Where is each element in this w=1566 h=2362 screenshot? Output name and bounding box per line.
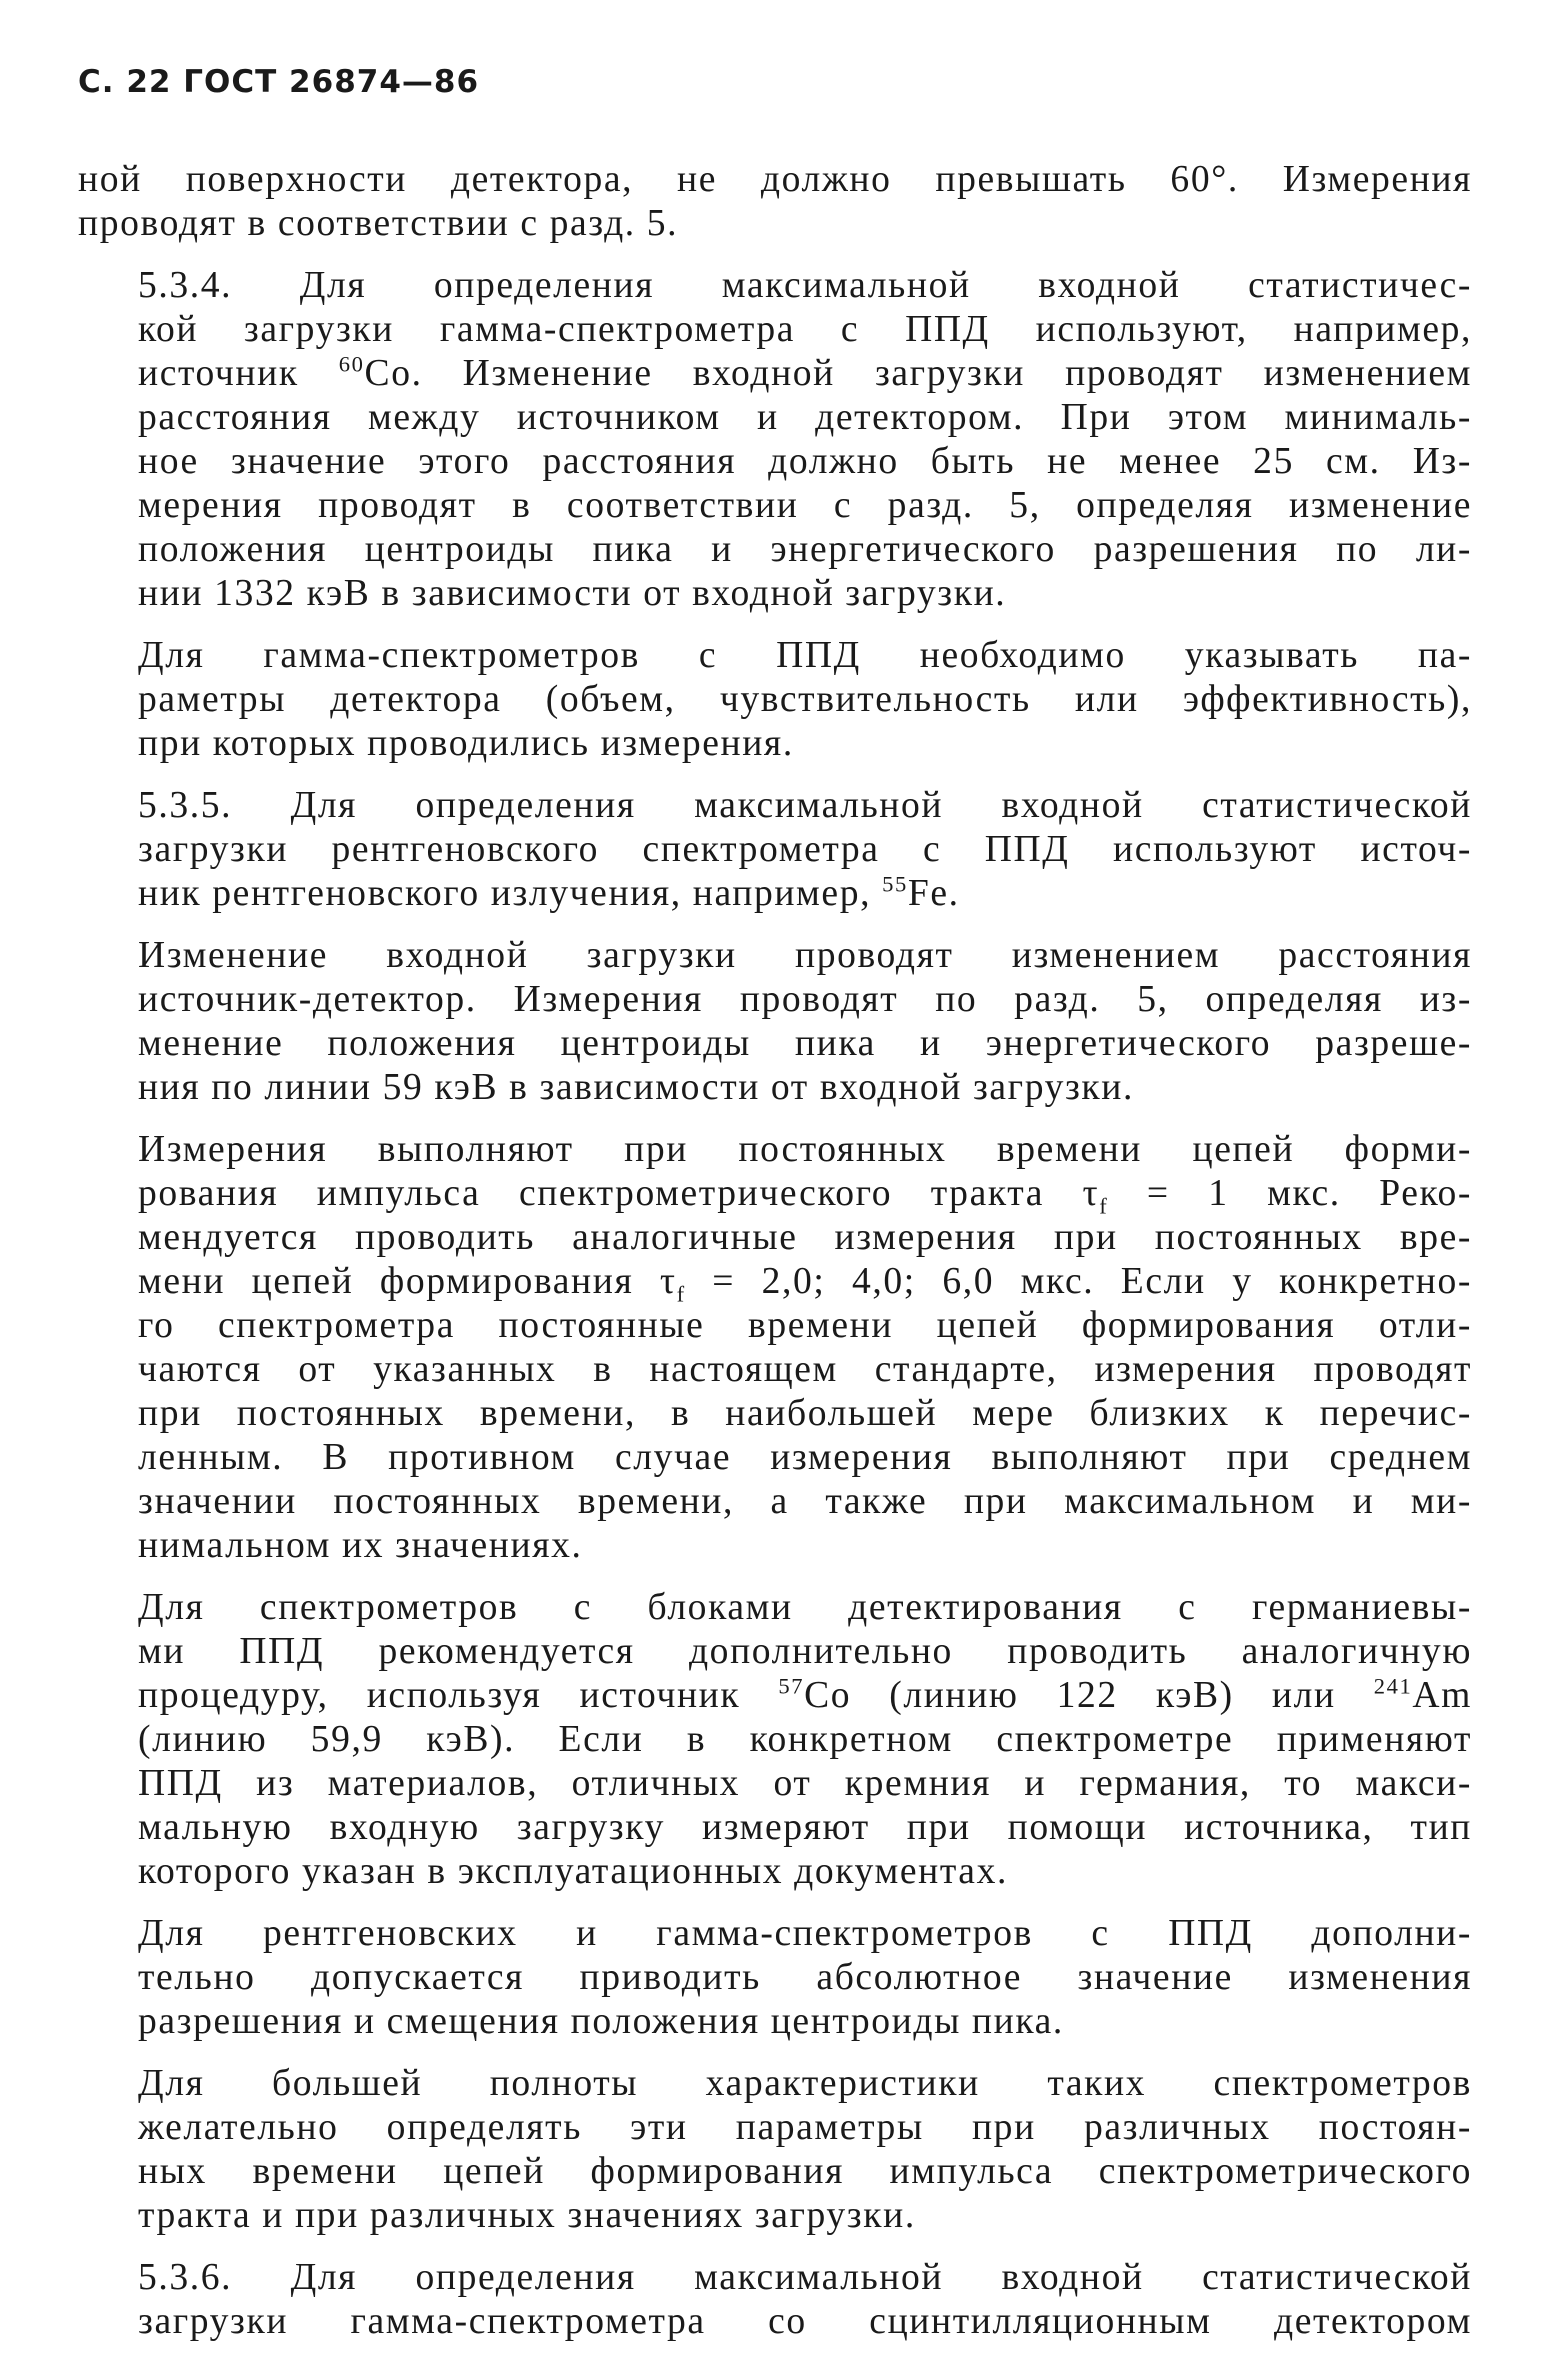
body-text <box>78 158 1472 2362</box>
text-line: 5.3.5. Для определения максимальной входной статистической <box>138 785 1472 827</box>
text-line: го спектрометра постоянные времени цепей формирования отли- <box>138 1305 1472 1347</box>
text-line: менение положения центроиды пика и энергетического разреше- <box>138 1023 1472 1065</box>
text-line: Для гамма-спектрометров с ППД необходимо указывать па- <box>138 635 1472 677</box>
text-line: ной поверхности детектора, не должно превышать 60°. Измерения <box>78 159 1472 200</box>
page-header <box>78 64 479 100</box>
text-line: рования импульса спектрометрического тракта $\tau_f = 1$ мкс. Реко- <box>138 1173 1472 1219</box>
text-line: загрузки гамма-спектрометра со сцинтилляционным детектором <box>138 2301 1472 2343</box>
text-line: мальную входную загрузку измеряют при помощи источника, тип <box>138 1807 1472 1849</box>
text-line: ния по линии 59 кэВ в зависимости от входной загрузки. <box>138 1067 1134 1109</box>
text-line: чаются от указанных в настоящем стандарте, измерения проводят <box>138 1349 1472 1391</box>
text-line: при постоянных времени, в наибольшей мере близких к перечис- <box>138 1393 1472 1435</box>
text-line: кой загрузки гамма-спектрометра с ППД используют, например, <box>138 309 1472 351</box>
text-line: нимальном их значениях. <box>138 1525 583 1567</box>
text-line: ник рентгеновского излучения, например, $^{55}$Fe. <box>138 871 960 915</box>
isotope-mass-number: 60 <box>338 351 365 377</box>
text-line: разрешения и смещения положения центроиды пика. <box>138 2001 1064 2043</box>
text-line: 5.3.4. Для определения максимальной входной статистичес- <box>138 265 1472 307</box>
text-line: 5.3.6. Для определения максимальной входной статистической <box>138 2257 1472 2299</box>
page-number: С. 22 <box>78 64 172 100</box>
text-line: процедуру, используя источник $^{57}$Co (линию 122 кэВ) или $^{241}$Am <box>138 1673 1472 1717</box>
text-line: (линию 59,9 кэВ). Если в конкретном спектрометре применяют <box>138 1719 1472 1761</box>
text-line: ное значение этого расстояния должно быть не менее 25 см. Из- <box>138 441 1472 483</box>
text-line: раметры детектора (объем, чувствительность или эффективность), <box>138 679 1472 721</box>
paragraph <box>78 1912 1472 2044</box>
standard-designation: ГОСТ 26874—86 <box>183 64 480 100</box>
paragraph-continuation <box>78 158 1472 246</box>
isotope-mass-number: 241 <box>1373 1673 1413 1699</box>
text-line: ных времени цепей формирования импульса спектрометрического <box>138 2151 1472 2193</box>
text-line: значении постоянных времени, а также при максимальном и ми- <box>138 1481 1472 1523</box>
text-line: мерения проводят в соответствии с разд. 5, определяя изменение <box>138 485 1472 527</box>
text-line: ленным. В противном случае измерения выполняют при среднем <box>138 1437 1472 1479</box>
text-line: Для спектрометров с блоками детектирования с германиевы- <box>138 1587 1472 1629</box>
text-line: тельно допускается приводить абсолютное значение изменения <box>138 1957 1472 1999</box>
text-line: расстояния между источником и детектором. При этом минималь- <box>138 397 1472 439</box>
subscript: f <box>676 1281 686 1307</box>
paragraph-5-3-5 <box>78 784 1472 916</box>
paragraph <box>78 1128 1472 1568</box>
paragraph-5-3-6 <box>78 2256 1472 2344</box>
text-line: мендуется проводить аналогичные измерения при постоянных вре- <box>138 1217 1472 1259</box>
text-line: желательно определять эти параметры при различных постоян- <box>138 2107 1472 2149</box>
text-line: Для большей полноты характеристики таких спектрометров <box>138 2063 1472 2105</box>
paragraph <box>78 1586 1472 1894</box>
text-line: которого указан в эксплуатационных документах. <box>138 1851 1008 1893</box>
text-line: тракта и при различных значениях загрузки. <box>138 2195 916 2237</box>
paragraph-5-3-4 <box>78 264 1472 616</box>
text-line: при которых проводились измерения. <box>138 723 794 765</box>
text-line: источник $^{60}$Co. Изменение входной загрузки проводят изменением <box>138 351 1473 395</box>
text-line: Изменение входной загрузки проводят изменением расстояния <box>138 935 1472 977</box>
isotope-mass-number: 55 <box>882 871 908 897</box>
subscript: f <box>1099 1193 1109 1219</box>
paragraph <box>78 2062 1472 2238</box>
text-line: ППД из материалов, отличных от кремния и германия, то макси- <box>138 1763 1472 1805</box>
text-line: загрузки рентгеновского спектрометра с ППД используют источ- <box>138 829 1472 871</box>
paragraph <box>78 934 1472 1110</box>
text-line: Для рентгеновских и гамма-спектрометров с ППД дополни- <box>138 1913 1472 1955</box>
text-line: источник-детектор. Измерения проводят по разд. 5, определяя из- <box>138 979 1472 1021</box>
text-line: ми ППД рекомендуется дополнительно проводить аналогичную <box>138 1631 1472 1673</box>
text-line: Измерения выполняют при постоянных времени цепей форми- <box>138 1129 1472 1171</box>
text-line: нии 1332 кэВ в зависимости от входной загрузки. <box>138 573 1007 615</box>
paragraph <box>78 634 1472 766</box>
isotope-mass-number: 57 <box>778 1673 805 1699</box>
text-line: мени цепей формирования $\tau_f = 2,0$; 4,0; 6,0 мкс. Если у конкретно- <box>138 1261 1472 1307</box>
text-line: проводят в соответствии с разд. 5. <box>78 203 679 244</box>
text-line: положения центроиды пика и энергетического разрешения по ли- <box>138 529 1472 571</box>
